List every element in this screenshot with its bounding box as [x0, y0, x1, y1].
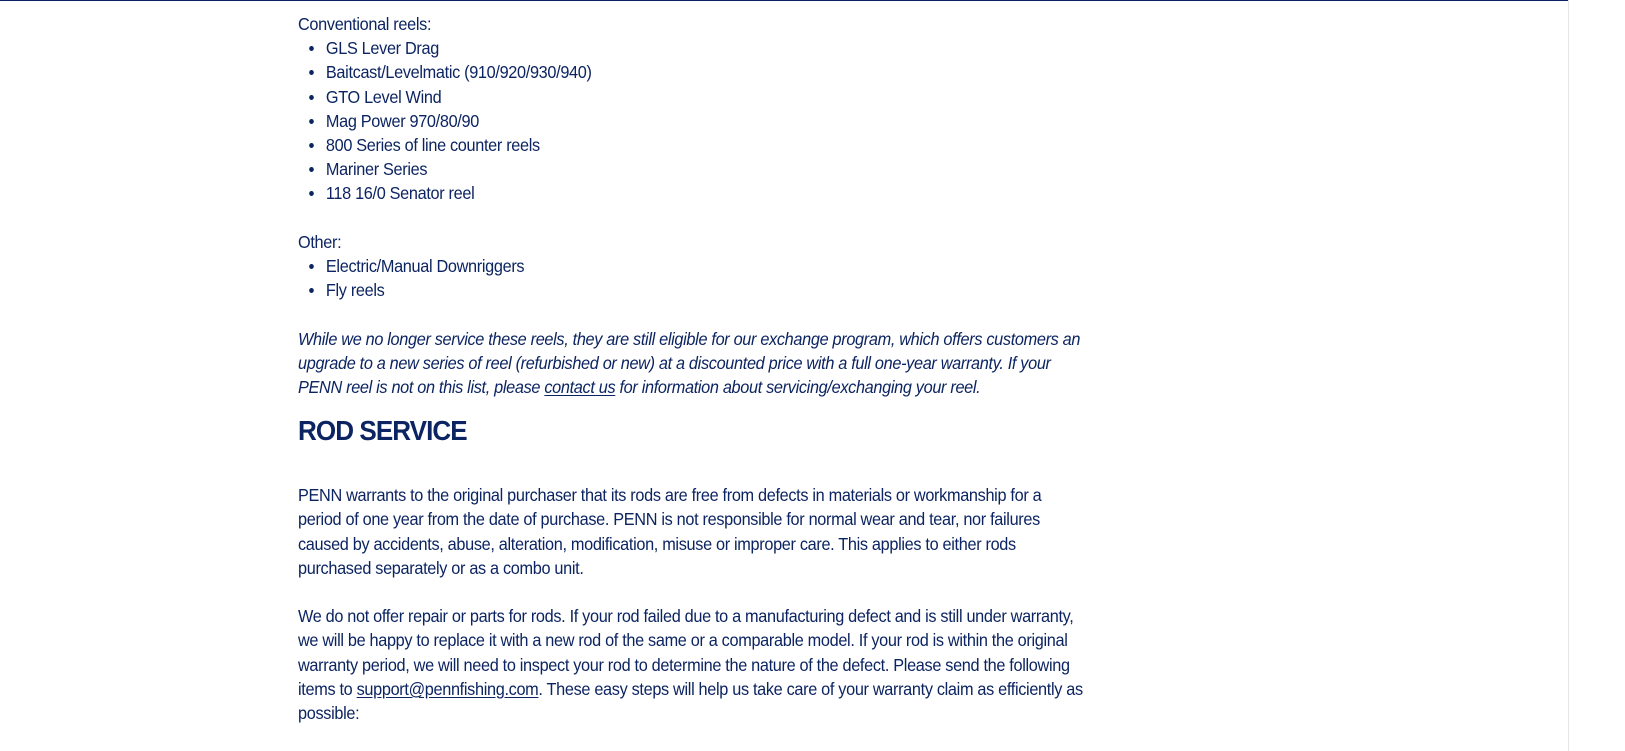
list-item: Mariner Series [326, 157, 1084, 181]
rod-repair-paragraph [298, 604, 1084, 725]
rod-warranty-paragraph: PENN warrants to the original purchaser that its rods are free from defects in materials or workmanship for a period of one year from the date of purchase. PENN is not responsible for normal wear and tear, nor failures caused by accidents, abuse, alteration, modification, misuse or improper care. This applies to either rods purchased separately or as a combo unit. [298, 485, 1042, 578]
list-item: 800 Series of line counter reels [326, 133, 1084, 157]
list-item: Baitcast/Levelmatic (910/920/930/940) [326, 60, 1084, 84]
other-reels-list [298, 254, 1084, 302]
list-item: 118 16/0 Senator reel [326, 181, 1084, 205]
repair-text-end: . These easy steps will help us take care of your warranty claim as efficiently as possible: [298, 678, 1083, 724]
contact-us-link[interactable]: contact us [544, 377, 616, 398]
list-item: GLS Lever Drag [326, 36, 1084, 60]
support-email-link[interactable]: support@pennfishing.com [356, 678, 539, 699]
spacer [298, 302, 1084, 326]
main-content [298, 12, 1084, 725]
note-text: While we no longer service these reels, they are still eligible for our exchange program, which offers customers an upgrade to a new series of reel (refurbished or new) at a discounted price with a full one-year warranty. If your PENN reel is not on this list, please [298, 328, 1081, 398]
top-divider [0, 0, 1625, 1]
list-item: Electric/Manual Downriggers [326, 254, 1084, 278]
list-item: GTO Level Wind [326, 85, 1084, 109]
list-item: Mag Power 970/80/90 [326, 109, 1084, 133]
scrollbar-track[interactable] [1568, 0, 1625, 751]
rod-service-heading: ROD SERVICE [298, 415, 467, 447]
note-text-end: for information about servicing/exchanging your reel. [615, 377, 981, 398]
conventional-reels-list [298, 36, 1084, 205]
repair-text: We do not offer repair or parts for rods. If your rod failed due to a manufacturing defect and is still under warranty, we will be happy to replace it with a new rod of the same or a comparable model. If your rod is within the original warranty period, we will need to inspect your rod to determine the nature of the defect. Please send the following items to [298, 606, 1074, 699]
spacer [298, 580, 1084, 604]
exchange-program-note [298, 327, 1084, 400]
spacer [298, 449, 1084, 483]
list-item: Fly reels [326, 278, 1084, 302]
spacer [298, 206, 1084, 230]
other-reels-label: Other: [298, 231, 342, 252]
conventional-reels-label: Conventional reels: [298, 14, 432, 34]
